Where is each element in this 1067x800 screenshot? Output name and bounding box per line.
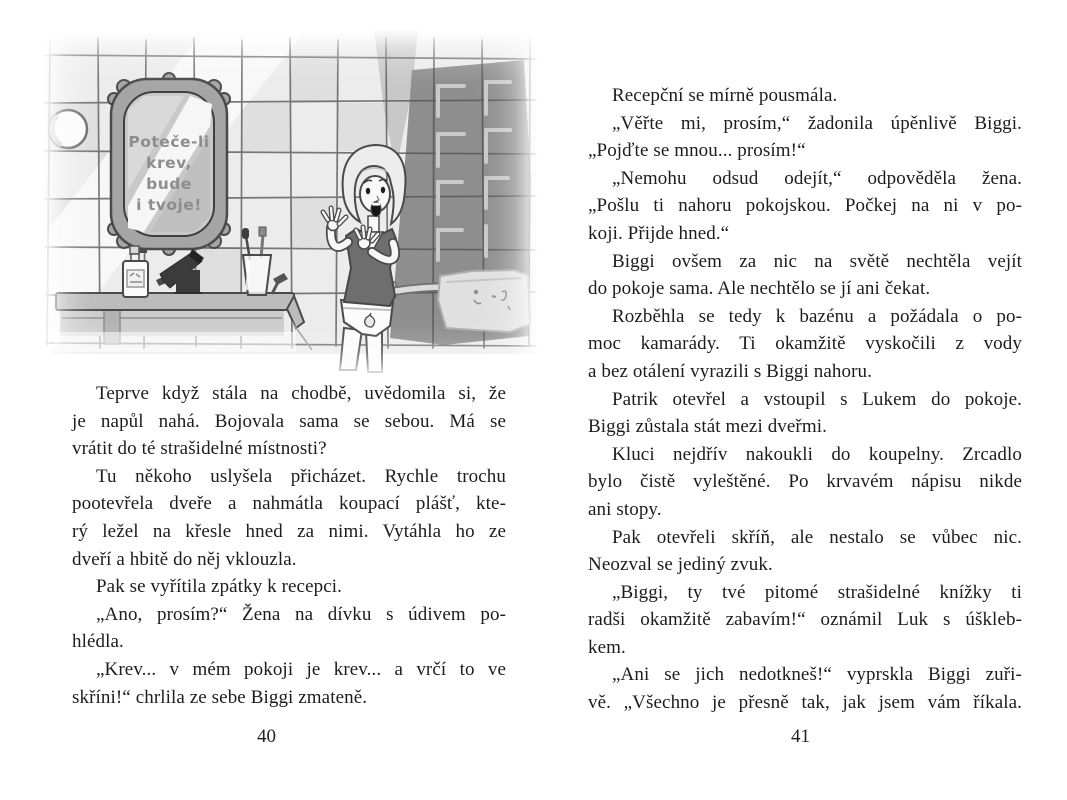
text-line: a bez otálení vyrazili s Biggi nahoru.: [588, 360, 872, 382]
mirror-text-line: Poteče-li: [128, 133, 210, 151]
text-line: radši okamžitě zabavím!“ oznámil Luk s úškleb-: [588, 609, 1022, 631]
text-line: Rozběhla se tedy k bazénu a požádala o po-: [612, 305, 1022, 327]
left-page-text: [72, 380, 506, 711]
mirror-text-line: bude: [146, 175, 192, 193]
text-line: „Ani se jich nedotkneš!“ vyprskla Biggi zuři-: [612, 664, 1022, 686]
mirror: [108, 73, 230, 255]
page-number-left: 40: [257, 726, 276, 747]
text-line: hlédla.: [72, 631, 124, 653]
text-line: „Věřte mi, prosím,“ žadonila úpěnlivě Biggi.: [612, 112, 1022, 134]
text-line: skříni!“ chrlila ze sebe Biggi zmateně.: [72, 686, 368, 708]
text-line: Kluci nejdřív nakoukli do koupelny. Zrcadlo: [612, 443, 1022, 465]
girl-leg: [340, 328, 362, 370]
text-line: bylo čistě vyleštěné. Po krvavém nápisu nikde: [588, 471, 1022, 493]
text-line: Neozval se jediný zvuk.: [588, 554, 773, 576]
text-line: kem.: [588, 636, 626, 658]
text-line: Pak se vyřítila zpátky k recepci.: [96, 576, 342, 598]
text-line: rý ležel na křesle hned za nimi. Vytáhla ho ze: [72, 520, 506, 542]
text-line: do pokoje sama. Ale nechtělo se jí ani čekat.: [588, 278, 931, 300]
text-line: Teprve když stála na chodbě, uvědomila si, že: [96, 383, 506, 404]
text-line: „Biggi, ty tvé pitomé strašidelné knížky ti: [612, 581, 1022, 603]
text-line: Pak otevřeli skříň, ale nestalo se vůbec nic.: [612, 526, 1022, 548]
right-page-text: [588, 82, 1022, 717]
text-line: Biggi zůstala stát mezi dveřmi.: [588, 416, 827, 438]
bathroom-scene-svg: [44, 30, 538, 378]
text-line: je napůl nahá. Bojovala sama se sebou. Má se: [72, 410, 506, 432]
text-line: „Ano, prosím?“ Žena na dívku s údivem po-: [96, 603, 506, 625]
text-line: Recepční se mírně pousmála.: [612, 85, 838, 106]
text-line: Tu někoho uslyšela přicházet. Rychle trochu: [96, 465, 506, 487]
text-line: vě. „Všechno je přesně tak, jak jsem vám říkala.: [588, 692, 1022, 714]
wall-lamp: [49, 110, 87, 148]
illustration: [44, 30, 538, 378]
girl-leg: [366, 332, 382, 372]
text-line: koji. Přijde hned.“: [588, 222, 730, 244]
text-line: dveří a hbitě do něj vklouzla.: [72, 548, 297, 570]
text-line: Patrik otevřel a vstoupil s Lukem do pokoje.: [612, 388, 1022, 410]
text-line: „Nemohu odsud odejít,“ odpověděla žena.: [612, 167, 1022, 189]
mirror-text-line: krev,: [146, 154, 192, 172]
text-line: ani stopy.: [588, 498, 662, 520]
text-line: „Krev... v mém pokoji je krev... a vrčí to ve: [96, 658, 506, 680]
text-line: Biggi ovšem za nic na světě nechtěla vejít: [612, 250, 1022, 272]
text-line: „Pošlu ti nahoru pokojskou. Počkej na ni v po-: [588, 195, 1022, 217]
text-line: pootevřela dveře a nahmátla koupací plášť, kte-: [72, 493, 506, 515]
text-line: vrátit do té strašidelné místnosti?: [72, 438, 327, 460]
page-number-right: 41: [791, 726, 810, 747]
text-line: moc kamarády. Ti okamžitě vyskočili z vody: [588, 333, 1022, 355]
mirror-text-line: i tvoje!: [136, 196, 202, 214]
text-line: „Pojďte se mnou... prosím!“: [588, 140, 806, 162]
vanity-counter: [54, 293, 312, 352]
